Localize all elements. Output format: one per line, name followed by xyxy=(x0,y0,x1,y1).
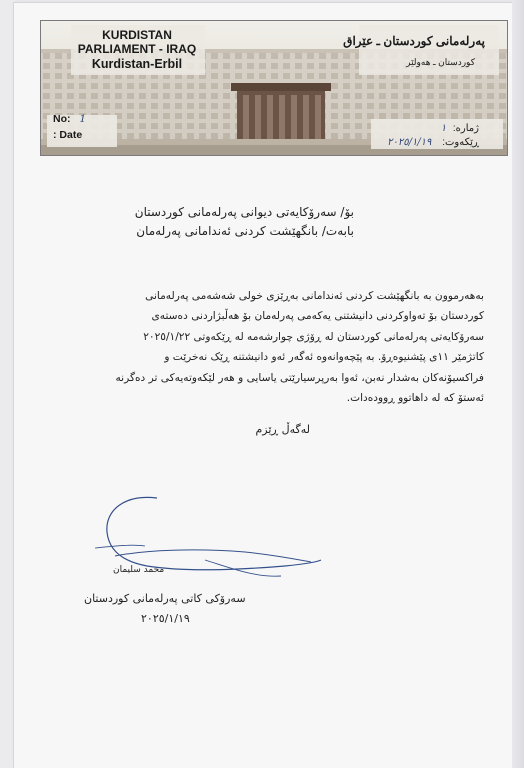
letter-body-line: بەهەرموون بە بانگهێشت کردنی ئەندامانی بەڕێزی خولی شەشەمی پەرلەمانی xyxy=(145,290,484,302)
org-name-en xyxy=(77,28,197,56)
letter-recipient: بۆ/ سەرۆکایەتی دیوانی پەرلەمانی کوردستان xyxy=(134,205,354,219)
letter-subject: بابەت/ بانگهێشت کردنی ئەندامانی پەرلەمان xyxy=(136,224,354,238)
signature-date: ٢٠٢٥/١/١٩ xyxy=(141,612,190,625)
date-value-ku: ٢٠٢٥/١/١٩ xyxy=(387,137,432,148)
no-value: 1 xyxy=(79,113,87,125)
org-name-en-line2: PARLIAMENT - IRAQ xyxy=(77,42,197,56)
reference-number-en xyxy=(53,113,86,125)
number-value-ku: ١ xyxy=(440,123,447,134)
letterhead-banner xyxy=(40,20,508,156)
location-ku: کوردستان ـ هەولێر xyxy=(406,57,475,67)
signer-title: سەرۆکی کاتی پەرلەمانی کوردستان xyxy=(84,592,246,605)
number-label-ku: ژمارە: xyxy=(452,123,479,134)
page-edge xyxy=(512,0,524,768)
no-label: No: xyxy=(53,113,71,125)
letter-body-line: کوردستان بۆ تەواوکردنی دانیشتنی یەکەمی پەرلەمان بۆ هەڵبژاردنی دەستەی xyxy=(151,310,484,323)
letter-body-line: سەرۆکایەتی پەرلەمانی کوردستان لە ڕۆژی چوارشەمە لە ڕێکەوتی ٢٠٢٥/١/٢٢ xyxy=(143,330,484,343)
date-ku xyxy=(387,137,479,148)
date-label-en: : Date xyxy=(53,129,83,141)
date-label-ku: ڕێکەوت: xyxy=(442,137,479,148)
letter-body xyxy=(64,286,484,408)
letter-body-line: ئەستۆ کە لە داهاتوو ڕوودەدات. xyxy=(346,392,484,405)
letter-closing: لەگەڵ ڕێزم xyxy=(255,423,310,436)
org-name-ku: پەرلەمانی کوردستان ـ عێراق xyxy=(343,34,485,48)
letter-body-line: کاتژمێر ١١ی پێشنیوەڕۆ. بە پێچەوانەوە ئەگەر ئەو دانیشتنە ڕێک نەخرێت و xyxy=(164,351,484,364)
signer-name: محمد سليمان xyxy=(113,565,165,575)
letter-body-line: فراکسیۆنەکان بەشدار نەبن، ئەوا بەرپرسیارێتی یاسایی و هەر لێکەوتەیەکی تر دەگرنە xyxy=(115,371,484,384)
location-en: Kurdistan-Erbil xyxy=(91,57,183,71)
reference-number-ku xyxy=(441,123,479,134)
org-name-en-line1: KURDISTAN xyxy=(102,28,172,42)
